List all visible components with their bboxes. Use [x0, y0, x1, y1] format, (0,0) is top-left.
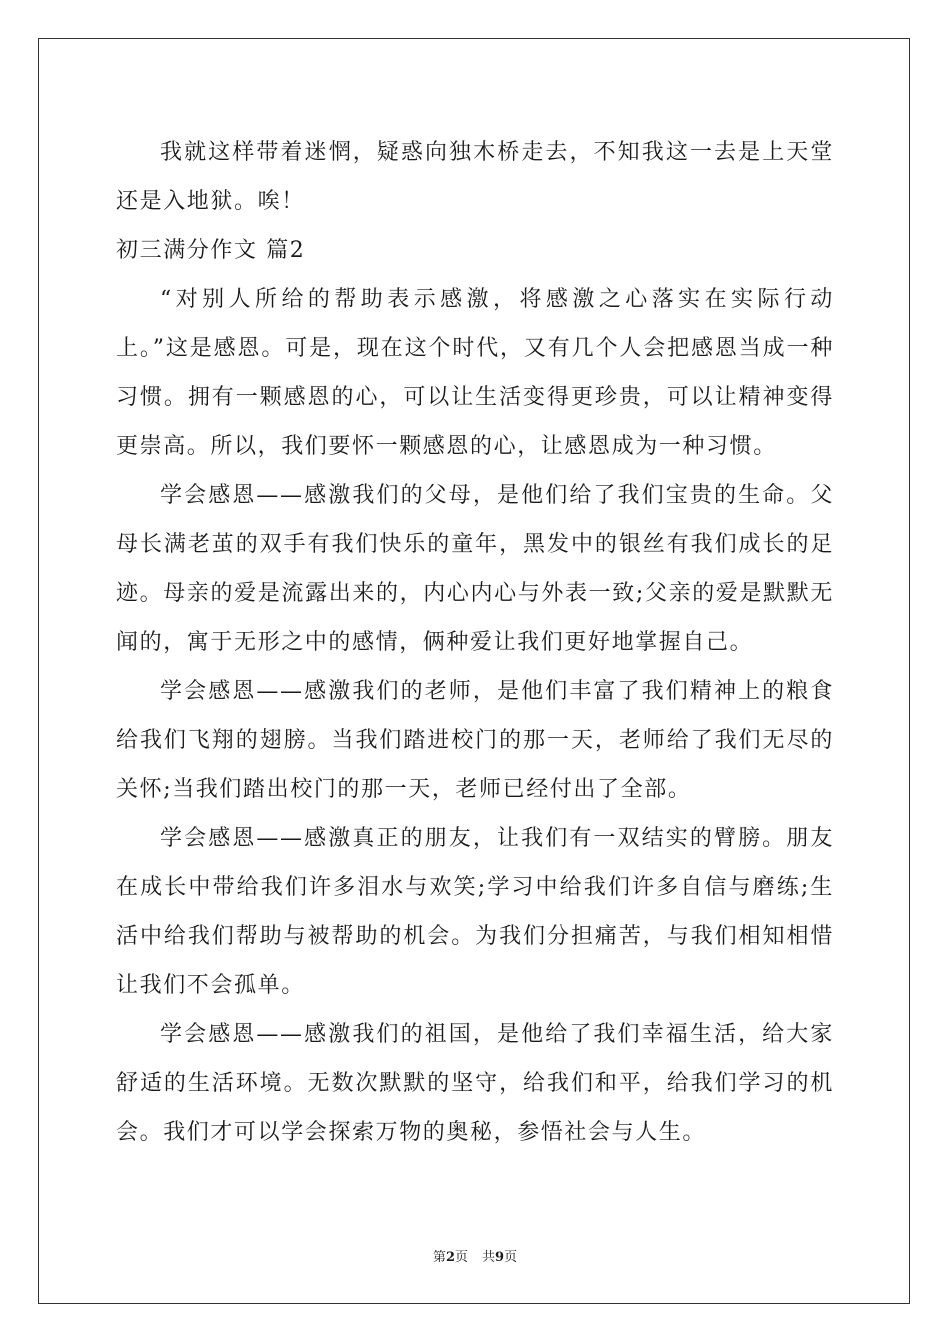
page-current: 2 [445, 1250, 455, 1265]
paragraph: 我就这样带着迷惘，疑惑向独木桥走去，不知我这一去是上天堂还是入地狱。唉！ [116, 140, 834, 214]
total-prefix: 共 [482, 1250, 496, 1265]
paragraph: 学会感恩——感激我们的祖国，是他给了我们幸福生活，给大家舒适的生活环境。无数次默默的坚守，给我们和平，给我们学习的机会。我们才可以学会探索万物的奥秘，参悟社会与人生。 [116, 1022, 834, 1145]
document-body [116, 128, 834, 1157]
page-footer [0, 1246, 950, 1265]
page-suffix: 页 [454, 1250, 468, 1265]
page-prefix: 第 [432, 1250, 446, 1265]
paragraph: 学会感恩——感激真正的朋友，让我们有一双结实的臂膀。朋友在成长中带给我们许多泪水与欢笑;学习中给我们许多自信与磨练;生活中给我们帮助与被帮助的机会。为我们分担痛苦，与我们相知相惜让我们不会孤单。 [116, 826, 834, 998]
paragraph: 学会感恩——感激我们的老师，是他们丰富了我们精神上的粮食给我们飞翔的翅膀。当我们踏进校门的那一天，老师给了我们无尽的关怀;当我们踏出校门的那一天，老师已经付出了全部。 [116, 679, 834, 802]
paragraph: 学会感恩——感激我们的父母，是他们给了我们宝贵的生命。父母长满老茧的双手有我们快乐的童年，黑发中的银丝有我们成长的足迹。母亲的爱是流露出来的，内心内心与外表一致;父亲的爱是默默无闻的，寓于无形之中的感情，俩种爱让我们更好地掌握自己。 [116, 483, 834, 655]
total-suffix: 页 [504, 1250, 518, 1265]
paragraph: “对别人所给的帮助表示感激，将感激之心落实在实际行动上。”这是感恩。可是，现在这个时代，又有几个人会把感恩当成一种习惯。拥有一颗感恩的心，可以让生活变得更珍贵，可以让精神变得更崇高。所以，我们要怀一颗感恩的心，让感恩成为一种习惯。 [116, 287, 834, 459]
page-total: 9 [495, 1250, 505, 1265]
section-heading: 初三满分作文 篇2 [116, 238, 306, 263]
